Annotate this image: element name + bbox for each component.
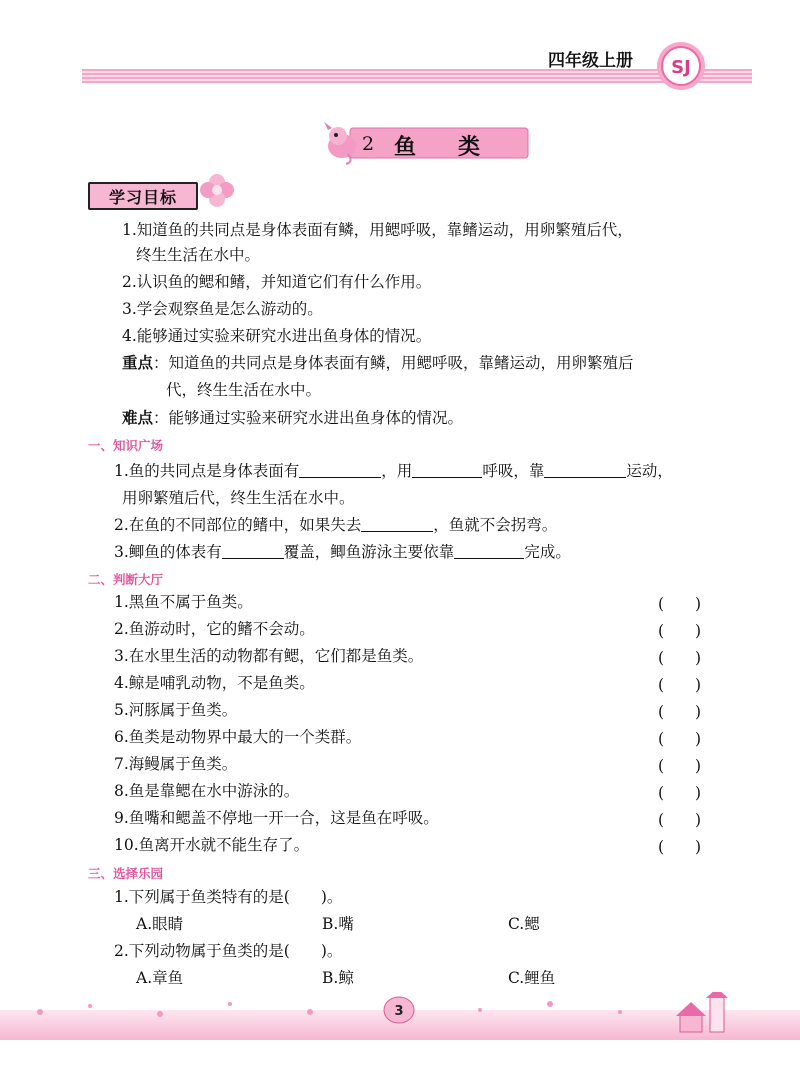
q1-option-a[interactable]: A.眼睛: [136, 915, 184, 933]
lesson-number: 2: [362, 133, 375, 155]
judgment-item: 3.在水里生活的动物都有鳃，它们都是鱼类。: [114, 647, 424, 665]
q2-option-b[interactable]: B.鲸: [322, 969, 354, 987]
fill-question-1: [114, 461, 673, 481]
q3-text-c: 完成。: [524, 543, 571, 561]
judgment-item: 10.鱼离开水就不能生存了。: [114, 836, 310, 854]
title-ribbon: [320, 118, 530, 168]
judgment-item: 7.海鳗属于鱼类。: [114, 755, 238, 773]
section-knowledge-heading: 一、知识广场: [88, 438, 164, 453]
answer-parentheses[interactable]: ( ): [658, 811, 702, 829]
q1-text-c: 呼吸，靠: [482, 462, 545, 480]
answer-parentheses[interactable]: ( ): [658, 730, 702, 748]
answer-parentheses[interactable]: ( ): [658, 757, 702, 775]
q1-option-b[interactable]: B.嘴: [322, 915, 354, 933]
difficult-point: [122, 408, 463, 428]
goal-1-cont: 终生生活在水中。: [136, 246, 261, 264]
page-number-badge: [383, 995, 415, 1025]
learning-goals-label: 学习目标: [88, 182, 198, 210]
answer-parentheses[interactable]: ( ): [658, 622, 702, 640]
answer-parentheses[interactable]: ( ): [658, 703, 702, 721]
judgment-item: 5.河豚属于鱼类。: [114, 701, 238, 719]
key-point: [122, 353, 634, 373]
section-judgment-heading: 二、判断大厅: [88, 572, 164, 587]
blank-1[interactable]: [299, 462, 381, 478]
flower-icon: [196, 170, 238, 212]
header-bar: [82, 69, 752, 83]
q2-option-c[interactable]: C.鲤鱼: [508, 969, 556, 987]
house-icon: [676, 992, 728, 1032]
answer-parentheses[interactable]: ( ): [658, 676, 702, 694]
key-point-label: 重点: [122, 354, 154, 372]
difficult-point-text: ：能够通过实验来研究水进出鱼身体的情况。: [153, 409, 464, 427]
blank-4[interactable]: [361, 516, 433, 532]
answer-parentheses[interactable]: ( ): [658, 838, 702, 856]
blank-2[interactable]: [412, 462, 482, 478]
q2-text-b: ，鱼就不会拐弯。: [433, 516, 558, 534]
q1-option-c[interactable]: C.鳃: [508, 915, 540, 933]
judgment-item: 9.鱼嘴和鳃盖不停地一开一合，这是鱼在呼吸。: [114, 809, 439, 827]
judgment-item: 8.鱼是靠鳃在水中游泳的。: [114, 782, 300, 800]
choice-question-1: 1.下列属于鱼类特有的是( )。: [114, 888, 343, 906]
lesson-title-fish: 鱼: [394, 134, 417, 160]
q1-text-d: 运动，: [626, 462, 673, 480]
lesson-title-class: 类: [458, 134, 481, 160]
grade-label: 四年级上册: [548, 51, 633, 71]
goal-2: 2.认识鱼的鳃和鳍，并知道它们有什么作用。: [122, 273, 432, 291]
section-choice-heading: 三、选择乐园: [88, 866, 164, 881]
judgment-item: 1.黑鱼不属于鱼类。: [114, 593, 253, 611]
answer-parentheses[interactable]: ( ): [658, 784, 702, 802]
blank-3[interactable]: [544, 462, 626, 478]
q2-option-a[interactable]: A.章鱼: [136, 969, 184, 987]
fill-question-2: [114, 515, 557, 535]
judgment-item: 4.鲸是哺乳动物，不是鱼类。: [114, 674, 315, 692]
goal-4: 4.能够通过实验来研究水进出鱼身体的情况。: [122, 327, 432, 345]
judgment-item: 2.鱼游动时，它的鳍不会动。: [114, 620, 315, 638]
judgment-item: 6.鱼类是动物界中最大的一个类群。: [114, 728, 362, 746]
q2-text-a: 2.在鱼的不同部位的鳍中，如果失去: [114, 516, 362, 534]
fill-question-3: [114, 542, 571, 562]
badge-text: SJ: [671, 57, 691, 78]
goal-3: 3.学会观察鱼是怎么游动的。: [122, 300, 323, 318]
q1-text-b: ，用: [381, 462, 413, 480]
answer-parentheses[interactable]: ( ): [658, 595, 702, 613]
key-point-text: ：知道鱼的共同点是身体表面有鳞，用鳃呼吸，靠鳍运动，用卵繁殖后: [153, 354, 634, 372]
fill-question-1-cont: 用卵繁殖后代，终生生活在水中。: [122, 489, 355, 507]
q3-text-b: 覆盖，鲫鱼游泳主要依靠: [283, 543, 455, 561]
page-number: 3: [394, 1004, 404, 1019]
blank-6[interactable]: [454, 543, 524, 559]
choice-question-2: 2.下列动物属于鱼类的是( )。: [114, 942, 343, 960]
q1-text-a: 1.鱼的共同点是身体表面有: [114, 462, 300, 480]
key-point-cont: 代，终生生活在水中。: [166, 381, 322, 399]
sj-badge: [655, 40, 707, 92]
q3-text-a: 3.鲫鱼的体表有: [114, 543, 222, 561]
goal-1: 1.知道鱼的共同点是身体表面有鳞，用鳃呼吸，靠鳍运动，用卵繁殖后代，: [122, 221, 633, 239]
difficult-point-label: 难点: [122, 409, 154, 427]
blank-5[interactable]: [222, 543, 284, 559]
answer-parentheses[interactable]: ( ): [658, 649, 702, 667]
